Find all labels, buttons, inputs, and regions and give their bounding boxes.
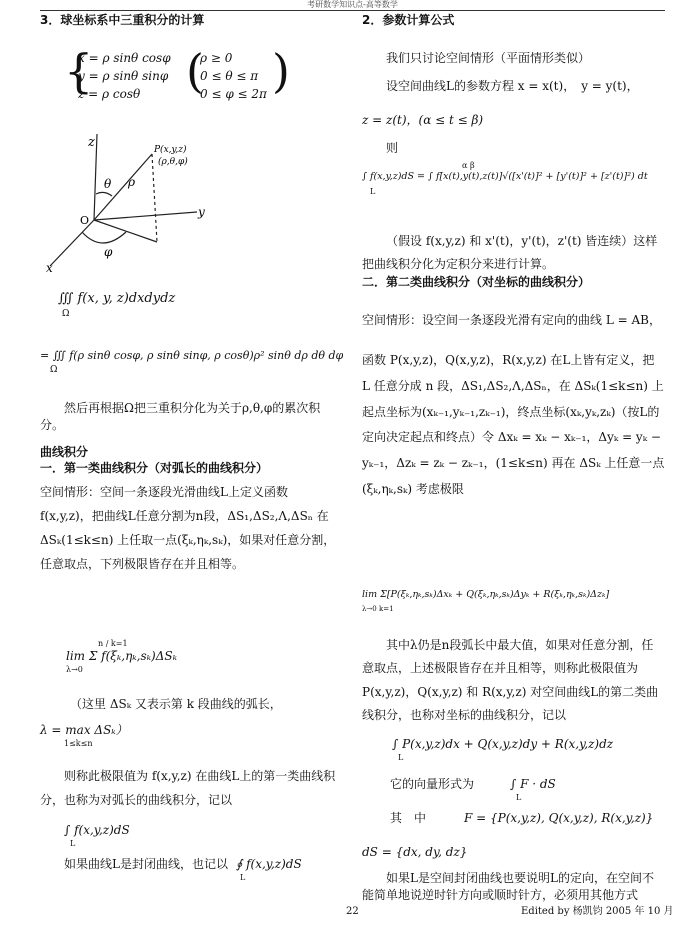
then-label: 则 (386, 141, 399, 155)
projection-line (152, 154, 157, 242)
fig-x-label: x (46, 261, 53, 274)
fig-o-label: O (80, 214, 90, 227)
lambda-sub: 1≤k≤n (64, 739, 93, 748)
limit-2: lim Σ[P(ξₖ,ηₖ,sₖ)Δxₖ + Q(ξₖ,ηₖ,sₖ)Δyₖ + R(ξₖ,ηₖ,sₖ)Δzₖ] (362, 589, 610, 600)
space-text: 空间情形：空间一条逐段光滑曲线L上定义函数 f(x,y,z)，把曲线L任意分割为n段，ΔS₁,ΔS₂,Λ,ΔSₙ 在 ΔSₖ(1≤k≤n) 上任取一点(ξₖ,ηₖ,sₖ)，如果对任意分割，任意取点，下列极限皆存在并且相等。 (40, 485, 336, 571)
section-two-title: 二．第二类曲线积分（对坐标的曲线积分） (362, 275, 591, 289)
phi-arc (82, 232, 126, 243)
ds-definition: dS = {dx, dy, dz} (362, 845, 468, 859)
cond-phi: 0 ≤ φ ≤ 2π (200, 87, 267, 101)
param-p3: z = z(t)，(α ≤ t ≤ β) (362, 113, 484, 127)
page-header: 考研数学知识点-高等数学 (40, 0, 665, 11)
closed-int-sub: L (240, 873, 246, 882)
y-axis (94, 212, 197, 220)
lambda-text: 其中λ仍是n段弧长中最大值，如果对任意分割，任意取点，上述极限皆存在并且相等，则称此极限值为 P(x,y,z)，Q(x,y,z) 和 R(x,y,z) 对空间曲线L的第二类曲线积分，也称对坐标的曲线积分，记以 (362, 638, 659, 723)
vector-int-sub: L (516, 793, 522, 802)
editor-credit: Edited by 杨凯钧 2005 年 10 月 (521, 906, 674, 917)
eq-y: y = ρ sinθ sinφ (78, 69, 169, 83)
curve-integral-title: 曲线积分 (40, 445, 89, 459)
cond-theta: 0 ≤ θ ≤ π (200, 69, 259, 83)
page-number: 22 (346, 906, 359, 917)
fig-p2-label: (ρ,θ,φ) (158, 157, 188, 167)
fig-p-label: P(x,y,z) (154, 145, 187, 155)
int-2-sub: L (398, 753, 404, 762)
closed-int: ∮ f(x,y,z)dS (236, 857, 302, 871)
theta-arc (96, 192, 112, 196)
then-call: 则称此极限值为 f(x,y,z) 在曲线L上的第一类曲线积分，也称为对弧长的曲线积分，记以 (40, 769, 336, 807)
int-l-sub: L (70, 839, 76, 848)
param-p1: 我们只讨论空间情形（平面情形类似） (386, 51, 591, 65)
param-formula-sub: L (370, 187, 376, 196)
limit-1-sub: λ→0 (66, 665, 83, 674)
fig-z-label: z (88, 135, 95, 150)
fig-theta-label: θ (104, 177, 112, 191)
where-text: 其 中 (390, 811, 427, 825)
triple-integral: ∭ f(x, y, z)dxdydz (58, 291, 176, 306)
section-3-title: 3．球坐标系中三重积分的计算 (40, 13, 205, 27)
space2-text: 空间情形：设空间一条逐段光滑有定向的曲线 L = AB， (362, 313, 661, 327)
fig-phi-label: φ (104, 245, 113, 259)
limit-2-sub: λ→0 k=1 (362, 605, 394, 613)
lambda-def: λ = max ΔSₖ） (40, 723, 128, 737)
param-formula-limits: α β (462, 161, 475, 170)
triple-integral-eq: = ∭ f(ρ sinθ cosφ, ρ sinθ sinφ, ρ cosθ)ρ² sinθ dρ dθ dφ (40, 349, 344, 362)
triple-integral-sub: Ω (62, 309, 70, 319)
f-definition: F = {P(x,y,z), Q(x,y,z), R(x,y,z)} (464, 811, 654, 825)
spherical-coordinate-figure (42, 124, 222, 274)
eq-z: z = ρ cosθ (78, 87, 141, 101)
limit-1: lim Σ f(ξₖ,ηₖ,sₖ)ΔSₖ (66, 649, 177, 663)
fig-y-label: y (198, 205, 205, 219)
then-text: 然后再根据Ω把三重积分化为关于ρ,θ,φ的累次积分。 (40, 401, 321, 433)
param-p2: 设空间曲线L的参数方程 x = x(t)， y = y(t)， (386, 79, 639, 93)
limit-1-sum: n / k=1 (98, 639, 128, 648)
functions-text: 函数 P(x,y,z)，Q(x,y,z)，R(x,y,z) 在L上皆有定义，把 L 任意分成 n 段，ΔS₁,ΔS₂,Λ,ΔSₙ，在 ΔSₖ(1≤k≤n) 上起点坐标为(xₖ₋₁,yₖ₋₁,zₖ₋₁)，终点坐标(xₖ,yₖ,zₖ)（按L的定向决定起点和终点）令 Δxₖ = xₖ − xₖ₋₁，Δyₖ = yₖ − yₖ₋₁，Δzₖ = zₖ − zₖ₋₁，(1≤k≤n) 再在 ΔSₖ 上任意一点(ξₖ,ηₖ,sₖ) 考虑极限 (362, 353, 665, 496)
closed-text: 如果曲线L是封闭曲线，也记以 (64, 857, 228, 871)
int-2: ∫ P(x,y,z)dx + Q(x,y,z)dy + R(x,y,z)dz (392, 737, 614, 751)
note-text: （这里 ΔSₖ 又表示第 k 段曲线的弧长， (70, 697, 282, 711)
section-1-title: 一．第一类曲线积分（对弧长的曲线积分） (40, 461, 269, 475)
section-2-title: 2．参数计算公式 (362, 13, 455, 27)
fig-rho-label: ρ (128, 175, 136, 189)
rho-vector (94, 154, 152, 220)
closed-curve-text: 如果L是空间封闭曲线也要说明L的定向，在空间不能简单地说逆时针方向或顺时针方，必须用其他方式 (362, 871, 654, 903)
vector-text: 它的向量形式为 (390, 777, 475, 791)
vector-int: ∫ F · dS (510, 777, 556, 791)
assume-text: （假设 f(x,y,z) 和 x'(t)，y'(t)，z'(t) 皆连续）这样把曲线积分化为定积分来进行计算。 (362, 234, 658, 271)
projection-ground (94, 220, 157, 242)
param-formula: ∫ f(x,y,z)dS = ∫ f[x(t),y(t),z(t)]√([x'(t)]² + [y'(t)]² + [z'(t)]²) dt (362, 171, 648, 182)
triple-integral-eq-sub: Ω (50, 365, 58, 375)
eq-x: x = ρ sinθ cosφ (78, 51, 171, 65)
int-l: ∫ f(x,y,z)dS (64, 823, 130, 837)
cond-rho: ρ ≥ 0 (200, 51, 233, 65)
